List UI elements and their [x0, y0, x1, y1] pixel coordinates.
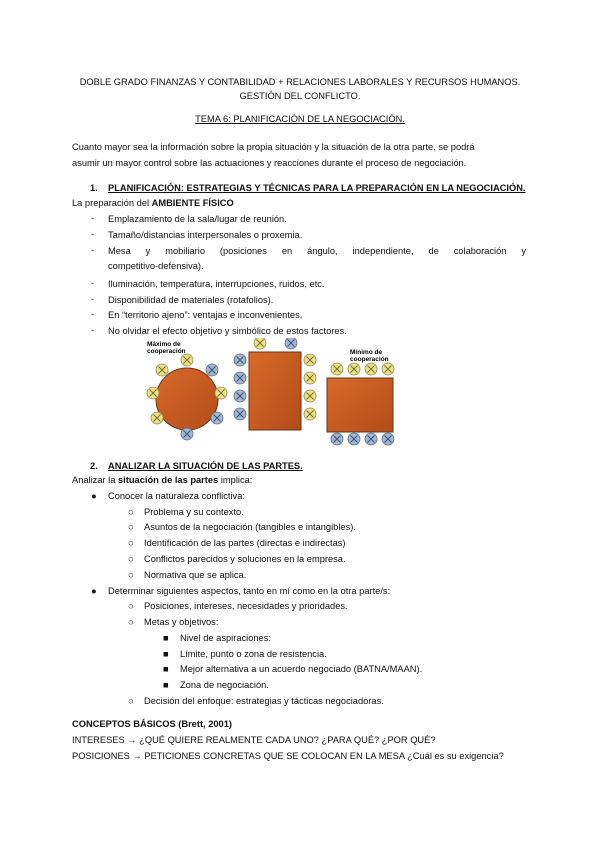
dash-bullet: - [91, 294, 95, 304]
section1-heading: PLANIFICACIÓN: ESTRATEGIAS Y TÉCNICAS PARA LA PREPARACIÓN EN LA NEGOCIACIÓN. [108, 183, 526, 193]
list-item: Metas y objetivos: [144, 617, 219, 627]
disc-bullet: ● [91, 491, 97, 501]
list-item: Iluminación, temperatura, interrupciones, ruidos, etc. [108, 279, 325, 289]
section2-number: 2. [90, 461, 98, 471]
section2-lead-pre: Analizar la [72, 475, 118, 485]
list-item-continuation: competitivo-defensiva). [108, 261, 204, 271]
seat-icon [348, 433, 360, 445]
seat-icon [234, 390, 246, 402]
square-table [327, 378, 393, 432]
list-item: Tamaño/distancias interpersonales o proxemia. [108, 230, 303, 240]
seat-icon [365, 363, 377, 375]
dash-bullet: - [91, 229, 95, 239]
seat-icon [348, 363, 360, 375]
document-header-line1: DOBLE GRADO FINANZAS Y CONTABILIDAD + RELACIONES LABORALES Y RECURSOS HUMANOS. [79, 77, 521, 87]
section2-lead-bold: situación de las partes [118, 475, 219, 485]
section2-heading: ANALIZAR LA SITUACIÓN DE LAS PARTES. [108, 461, 303, 471]
circle-bullet: ○ [128, 554, 134, 564]
seat-icon [234, 372, 246, 384]
seating-arrangements-figure [145, 338, 455, 446]
list-item: Disponibilidad de materiales (rotafolios). [108, 295, 274, 305]
min-cooperation-label-2: cooperación [350, 356, 389, 363]
seat-icon [211, 412, 223, 424]
disc-bullet: ● [91, 586, 97, 596]
circle-bullet: ○ [128, 570, 134, 580]
seat-icon [181, 354, 193, 366]
seat-icon [234, 408, 246, 420]
section2-lead-post: implica: [218, 475, 253, 485]
intro-line1: Cuanto mayor sea la información sobre la propia situación y la situación de la otra parte, se podrá [72, 142, 475, 152]
list-item: Emplazamiento de la sala/lugar de reunión. [108, 214, 287, 224]
list-item: Posiciones, intereses, necesidades y prioridades. [144, 601, 348, 611]
seat-icon [304, 390, 316, 402]
list-item: Normativa que se aplica. [144, 570, 247, 580]
seat-icon [304, 372, 316, 384]
circle-bullet: ○ [128, 538, 134, 548]
circle-bullet: ○ [128, 696, 134, 706]
page-title-text: TEMA 6: PLANIFICACIÓN DE LA NEGOCIACIÓN. [195, 114, 405, 124]
list-item: Decisión del enfoque: estrategias y tácticas negociadoras. [144, 696, 384, 706]
concepts-heading [72, 718, 232, 730]
seat-icon [206, 364, 218, 376]
square-bullet: ■ [163, 664, 169, 674]
seat-icon [331, 363, 343, 375]
list-item: Conocer la naturaleza conflictiva: [108, 491, 245, 501]
list-item: Nivel de aspiraciones: [180, 633, 271, 643]
seat-icon [331, 433, 343, 445]
square-bullet: ■ [163, 649, 169, 659]
section2-lead [72, 474, 252, 486]
section1-lead-bold: AMBIENTE FÍSICO [151, 198, 234, 208]
round-table [156, 368, 218, 430]
concepts-line2: POSICIONES → PETICIONES CONCRETAS QUE SE COLOCAN EN LA MESA ¿Cuál es su exigencia? [72, 751, 504, 761]
circle-bullet: ○ [128, 617, 134, 627]
seat-icon [181, 428, 193, 440]
dash-bullet: - [91, 325, 95, 335]
circle-bullet: ○ [128, 601, 134, 611]
page-title [0, 113, 600, 125]
concepts-heading-bold: CONCEPTOS BÁSICOS [72, 719, 176, 729]
max-cooperation-label-1: Máximo de [147, 341, 181, 348]
seat-icon [304, 354, 316, 366]
seat-icon [156, 364, 168, 376]
min-cooperation-label-1: Mínimo de [350, 349, 383, 356]
list-item: Identificación de las partes (directas e indirectas) [144, 538, 346, 548]
section1-lead-normal: La preparación del [72, 198, 152, 208]
square-bullet: ■ [163, 680, 169, 690]
seat-icon [365, 433, 377, 445]
concepts-heading-ref: (Brett, 2001) [175, 719, 232, 729]
seat-icon [234, 354, 246, 366]
list-item: Límite, punto o zona de resistencia. [180, 649, 327, 659]
seat-icon [151, 412, 163, 424]
seat-icon [382, 363, 394, 375]
max-cooperation-label-2: cooperación [147, 348, 186, 355]
seat-icon [304, 408, 316, 420]
seat-icon [215, 387, 227, 399]
dash-bullet: - [91, 245, 95, 255]
list-item: No olvidar el efecto objetivo y simbólico de estos factores. [108, 326, 347, 336]
circle-bullet: ○ [128, 522, 134, 532]
rectangular-table [249, 352, 301, 430]
list-item: Problema y su contexto. [144, 507, 244, 517]
intro-line2: asumir un mayor control sobre las actuaciones y reacciones durante el proceso de negociación. [72, 158, 467, 168]
list-item: Conflictos parecidos y soluciones en la empresa. [144, 554, 346, 564]
document-header-line2: GESTIÓN DEL CONFLICTO. [239, 91, 361, 101]
seat-icon [254, 338, 266, 349]
dash-bullet: - [91, 213, 95, 223]
list-item: Asuntos de la negociación (tangibles e intangibles). [144, 522, 356, 532]
dash-bullet: - [91, 309, 95, 319]
dash-bullet: - [91, 278, 95, 288]
seat-icon [382, 433, 394, 445]
section1-number: 1. [90, 183, 98, 193]
seating-diagram [145, 338, 455, 446]
list-item: Mesa y mobiliario (posiciones en ángulo, independiente, de colaboración y [108, 246, 526, 256]
list-item: En “territorio ajeno”: ventajas e inconvenientes. [108, 310, 303, 320]
seat-icon [147, 387, 159, 399]
circle-bullet: ○ [128, 507, 134, 517]
section1-lead [72, 197, 234, 209]
list-item: Mejor alternativa a un acuerdo negociado (BATNA/MAAN). [180, 664, 423, 674]
square-bullet: ■ [163, 633, 169, 643]
list-item: Determinar siguientes aspectos, tanto en mí como en la otra parte/s: [108, 586, 391, 596]
list-item: Zona de negociación. [180, 680, 269, 690]
concepts-line1: INTERESES → ¿QUÉ QUIERE REALMENTE CADA UNO? ¿PARA QUÉ? ¿POR QUÉ? [72, 735, 436, 745]
seat-icon [285, 338, 297, 349]
